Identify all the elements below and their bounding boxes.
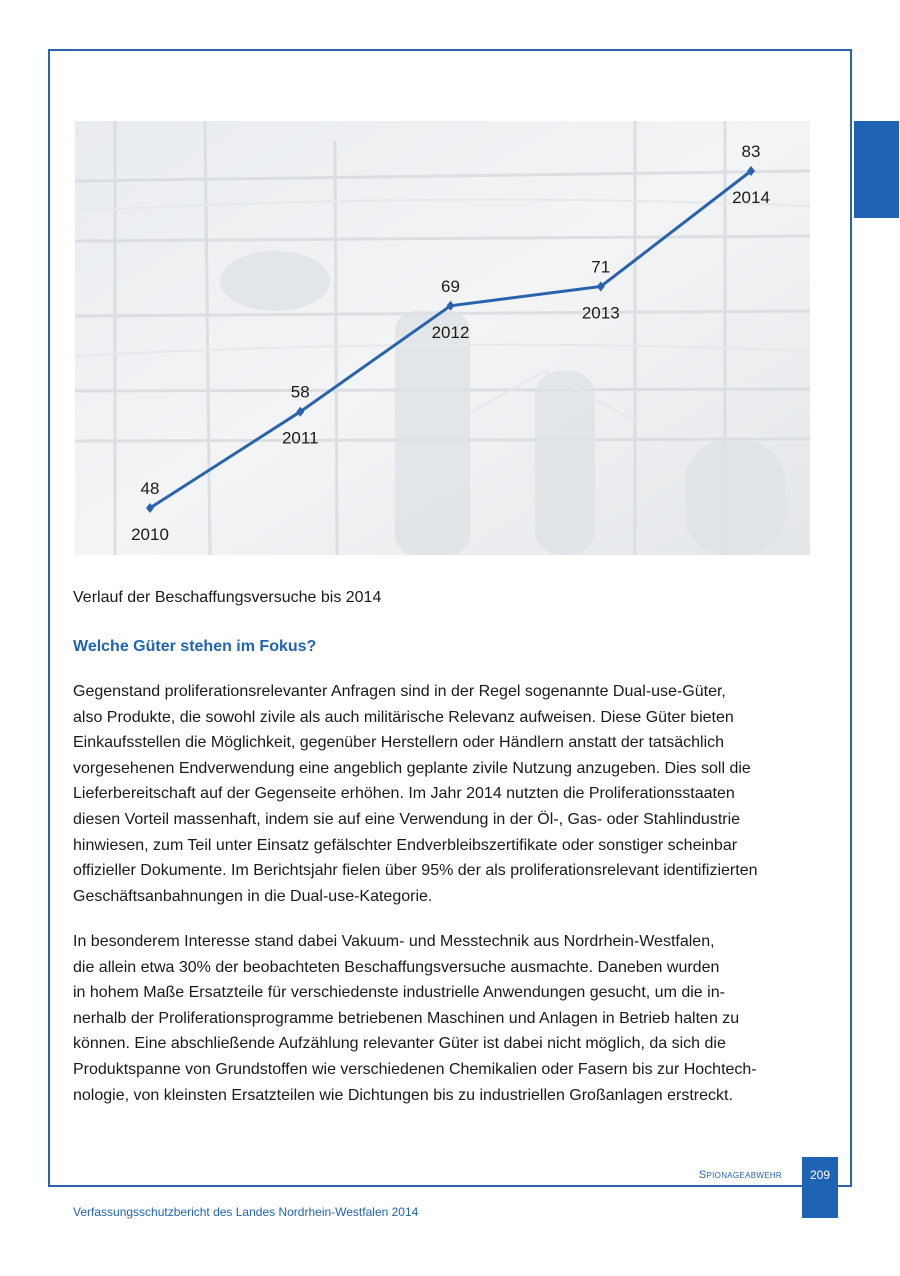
category-label: 2011 [281, 428, 319, 448]
category-label: 2010 [131, 525, 169, 544]
page-number-box [802, 1157, 838, 1218]
line-chart-svg [75, 121, 810, 555]
paragraph-line: In besonderem Interesse stand dabei Vakuum- und Messtechnik aus Nordrhein-Westfalen, [73, 933, 715, 950]
paragraph-line: nerhalb der Proliferationsprogramme betriebenen Maschinen und Anlagen in Betrieb halten zu [73, 1009, 740, 1027]
line-chart [75, 121, 810, 555]
page-number: 209 [809, 1168, 831, 1182]
paragraph-line: diesen Vorteil massenhaft, indem sie auf eine Verwendung in der Öl-, Gas- oder Stahlindustrie [73, 810, 741, 828]
paragraph-line: Gegenstand proliferationsrelevanter Anfragen sind in der Regel sogenannte Dual-use-Güter, [73, 683, 726, 700]
data-value-label: 69 [441, 276, 460, 296]
paragraph-line: hinwiesen, zum Teil unter Einsatz gefälschter Endverbleibszertifikate oder sonstiger scheinbar [73, 836, 738, 854]
section-heading: Welche Güter stehen im Fokus? [73, 638, 317, 655]
category-label: 2012 [431, 322, 470, 342]
paragraph-line: vorgesehenen Endverwendung eine angeblich geplante zivile Nutzung anzugeben. Dies soll die [73, 759, 751, 777]
data-value-label: 83 [741, 142, 761, 161]
category-label: 2013 [581, 303, 620, 323]
data-value-label: 48 [140, 479, 160, 498]
paragraph-line: Geschäftsanbahnungen in die Dual-use-Kategorie. [73, 887, 433, 905]
paragraph-line: also Produkte, die sowohl zivile als auch militärische Relevanz aufweisen. Diese Güter bieten [73, 708, 734, 726]
footer-publication-title: Verfassungsschutzbericht des Landes Nordrhein-Westfalen 2014 [73, 1205, 419, 1219]
paragraph-line: die allein etwa 30% der beobachteten Beschaffungsversuche ausmachte. Daneben wurden [73, 958, 720, 976]
body-paragraph-2 [73, 929, 813, 1108]
paragraph-line: Produktspanne von Grundstoffen wie verschiedenen Chemikalien oder Fasern bis zur Hochtech- [73, 1060, 757, 1078]
paragraph-line: Einkaufsstellen die Möglichkeit, gegenüber Herstellern oder Händlern anstatt der tatsächlich [73, 734, 725, 752]
paragraph-line: können. Eine abschließende Aufzählung relevanter Güter ist dabei nicht möglich, da sich die [73, 1035, 726, 1053]
chapter-tab-marker [854, 121, 899, 218]
data-value-label: 58 [290, 382, 310, 402]
paragraph-line: Lieferbereitschaft auf der Gegenseite erhöhen. Im Jahr 2014 nutzten die Proliferationsstaaten [73, 785, 735, 803]
category-label: 2014 [732, 188, 770, 207]
body-paragraph-1 [73, 679, 813, 909]
paragraph-line: nologie, von kleinsten Ersatzteilen wie Dichtungen bis zu industriellen Großanlagen erstreckt. [73, 1086, 733, 1104]
data-value-label: 71 [591, 257, 611, 277]
chart-caption: Verlauf der Beschaffungsversuche bis 2014 [73, 589, 382, 606]
running-section-name: Spionageabwehr [698, 1169, 782, 1181]
paragraph-line: in hohem Maße Ersatzteile für verschiedenste industrielle Anwendungen gesucht, um die in- [73, 984, 725, 1002]
paragraph-line: offizieller Dokumente. Im Berichtsjahr fielen über 95% der als proliferationsrelevant identifizierten [73, 862, 758, 880]
